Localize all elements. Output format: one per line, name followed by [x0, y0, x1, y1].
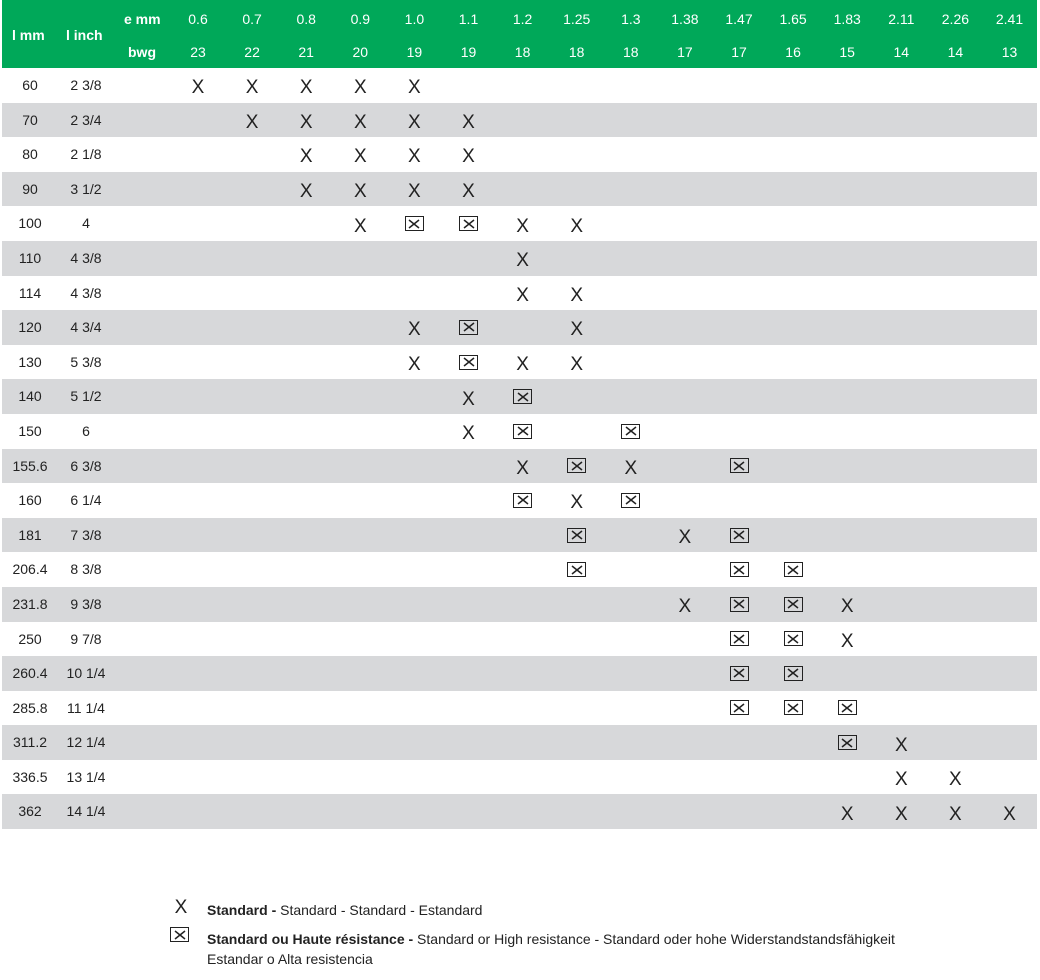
standard-x-icon: X: [408, 354, 421, 376]
standard-x-icon: X: [516, 250, 529, 272]
table-row: [2, 449, 1037, 484]
length-mm: 114: [18, 284, 42, 301]
header-thickness-mm: 1.25: [563, 11, 591, 27]
table-row: [2, 137, 1037, 172]
standard-x-icon: X: [840, 803, 854, 825]
standard-x-icon: X: [678, 596, 692, 618]
length-mm: 70: [22, 111, 38, 128]
legend-high-rest: Standard or High resistance - Standard oder hohe Widerstandstandsfähigkeit: [413, 931, 895, 947]
standard-x-icon: X: [570, 492, 584, 514]
standard-x-icon: X: [840, 596, 854, 618]
standard-x-icon: X: [299, 181, 313, 203]
standard-x-icon: X: [408, 181, 421, 203]
boxed-x-icon: [495, 483, 551, 518]
table-row: [2, 518, 1037, 553]
standard-x-icon: X: [840, 630, 854, 652]
header-thickness-mm: 1.38: [671, 11, 699, 27]
legend-standard-bold: Standard -: [207, 902, 277, 918]
header-thickness-mm: 0.6: [188, 11, 208, 27]
standard-x-icon: X: [299, 77, 313, 99]
boxed-x-icon: [495, 379, 551, 414]
length-inch: 8 3/8: [70, 561, 102, 578]
header-thickness-bwg: 14: [947, 44, 964, 60]
boxed-x-icon: [765, 656, 821, 691]
boxed-x-icon: [765, 587, 821, 622]
table-header: [2, 0, 1037, 68]
length-inch: 2 3/8: [70, 77, 102, 93]
standard-x-icon: X: [462, 181, 475, 203]
boxed-x-icon: [711, 691, 767, 726]
standard-x-icon: X: [570, 354, 584, 376]
boxed-x-icon: [765, 552, 821, 587]
standard-x-icon: X: [894, 803, 908, 825]
boxed-x-icon: [603, 483, 659, 518]
boxed-x-icon: [549, 552, 605, 587]
table-row: [2, 483, 1037, 518]
header-thickness-mm: 0.7: [242, 11, 262, 27]
table-row: [2, 379, 1037, 414]
standard-x-icon: X: [894, 734, 908, 756]
header-thickness-mm: 0.8: [296, 11, 316, 27]
table-row: [2, 310, 1037, 345]
table-row: [2, 172, 1037, 207]
boxed-x-icon: [441, 206, 497, 241]
table-row: [2, 552, 1037, 587]
length-mm: 155.6: [12, 457, 48, 474]
standard-x-icon: X: [570, 284, 584, 306]
boxed-x-icon: [765, 622, 821, 657]
standard-x-icon: X: [408, 77, 421, 99]
header-thickness-bwg: 20: [352, 44, 369, 60]
length-inch: 4 3/8: [70, 249, 102, 266]
header-thickness-mm: 2.11: [888, 11, 915, 27]
length-mm: 231.8: [12, 595, 48, 612]
header-thickness-bwg: 19: [406, 44, 423, 60]
header-thickness-bwg: 16: [785, 44, 801, 60]
standard-x-icon: X: [462, 388, 475, 410]
table-row: [2, 794, 1037, 829]
standard-x-icon: X: [516, 215, 529, 237]
length-inch: 5 3/8: [70, 353, 102, 370]
table-row: [2, 587, 1037, 622]
standard-x-icon: X: [245, 77, 259, 99]
length-mm: 110: [18, 249, 42, 266]
standard-x-icon: X: [299, 111, 313, 133]
header-thickness-mm: 1.65: [779, 11, 807, 27]
boxed-x-icon: [711, 622, 767, 657]
header-thickness-bwg: 23: [190, 44, 206, 60]
standard-x-icon: X: [516, 354, 529, 376]
table-row: [2, 103, 1037, 138]
legend-high-line2: Estandar o Alta resistencia: [207, 951, 373, 967]
length-mm: 206.4: [12, 561, 48, 578]
standard-x-icon: X: [191, 77, 205, 99]
length-inch: 13 1/4: [66, 768, 106, 785]
length-mm: 90: [22, 180, 38, 197]
length-inch: 5 1/2: [70, 388, 102, 405]
header-thickness-mm: 2.26: [941, 11, 970, 27]
header-thickness-mm: 1.1: [458, 11, 479, 27]
length-mm: 160: [18, 492, 42, 509]
length-mm: 140: [18, 388, 42, 405]
length-mm: 100: [18, 215, 42, 232]
header-thickness-mm: 1.47: [725, 11, 753, 27]
standard-x-icon: X: [408, 319, 421, 341]
header-thickness-mm: 2.41: [995, 11, 1024, 27]
header-thickness-bwg: 18: [623, 44, 639, 60]
boxed-x-icon: [495, 414, 551, 449]
length-mm: 336.5: [12, 768, 48, 785]
table-body: [2, 68, 1037, 829]
boxed-x-icon: [711, 656, 767, 691]
length-inch: 6: [82, 422, 90, 439]
header-thickness-bwg: 17: [731, 44, 747, 60]
header-l-mm: l mm: [12, 27, 45, 43]
table-row: [2, 622, 1037, 657]
boxed-x-icon: [711, 552, 767, 587]
length-inch: 4 3/4: [70, 319, 102, 336]
boxed-x-icon: [386, 206, 442, 241]
length-inch: 3 1/2: [70, 180, 102, 197]
table-row: [2, 68, 1037, 103]
header-thickness-bwg: 22: [244, 44, 260, 60]
standard-x-icon: X: [299, 146, 313, 168]
length-inch: 9 3/8: [70, 595, 102, 612]
boxed-x-icon: [603, 414, 659, 449]
length-inch: 10 1/4: [66, 665, 106, 682]
standard-x-icon: X: [570, 319, 584, 341]
boxed-x-icon: [711, 518, 767, 553]
length-inch: 4 3/8: [70, 284, 102, 301]
boxed-x-icon: [819, 691, 875, 726]
legend-high-bold: Standard ou Haute résistance -: [207, 931, 414, 947]
boxed-x-icon: [170, 927, 189, 942]
table-row: [2, 276, 1037, 311]
header-thickness-bwg: 19: [460, 44, 477, 60]
table-row: [2, 241, 1037, 276]
length-mm: 150: [18, 422, 42, 439]
standard-x-icon: X: [462, 423, 475, 445]
length-mm: 285.8: [12, 699, 48, 716]
standard-x-icon: X: [1003, 803, 1016, 825]
length-mm: 80: [22, 146, 38, 163]
header-bwg: bwg: [128, 44, 156, 60]
length-inch: 12 1/4: [66, 734, 106, 751]
length-mm: 181: [18, 526, 42, 543]
table-row: [2, 414, 1037, 449]
header-thickness-mm: 1.3: [621, 11, 641, 27]
length-inch: 9 7/8: [70, 630, 102, 647]
header-thickness-bwg: 17: [677, 44, 693, 60]
boxed-x-icon: [441, 345, 497, 380]
boxed-x-icon: [711, 587, 767, 622]
table-row: [2, 206, 1037, 241]
length-inch: 7 3/8: [70, 526, 102, 543]
standard-x-icon: X: [894, 769, 908, 791]
table-row: [2, 760, 1037, 795]
length-mm: 130: [18, 353, 42, 370]
header-thickness-bwg: 18: [514, 44, 531, 60]
boxed-x-icon: [765, 691, 821, 726]
standard-x-icon: X: [516, 457, 529, 479]
header-thickness-mm: 1.2: [512, 11, 533, 27]
standard-x-icon: X: [949, 803, 962, 825]
gauge-table: [2, 0, 1037, 829]
length-inch: 6 3/8: [70, 457, 102, 474]
header-thickness-bwg: 15: [839, 44, 855, 60]
length-inch: 2 3/4: [70, 111, 102, 128]
header-e-mm: e mm: [124, 11, 161, 27]
header-l-inch: l inch: [66, 27, 103, 43]
header-thickness-mm: 1.83: [833, 11, 861, 27]
standard-x-icon: X: [570, 215, 584, 237]
header-thickness-bwg: 21: [298, 44, 314, 60]
header-thickness-bwg: 13: [1001, 44, 1018, 60]
table-row: [2, 345, 1037, 380]
boxed-x-icon: [819, 725, 875, 760]
boxed-x-icon: [711, 449, 767, 484]
length-inch: 4: [82, 215, 90, 232]
standard-x-icon: X: [353, 181, 367, 203]
length-mm: 311.2: [13, 734, 47, 751]
table-row: [2, 656, 1037, 691]
length-mm: 120: [18, 319, 42, 336]
standard-x-icon: X: [462, 146, 475, 168]
legend-standard-rest: Standard - Standard - Estandard: [276, 902, 483, 918]
length-mm: 362: [18, 803, 42, 820]
length-mm: 60: [22, 77, 38, 93]
length-inch: 14 1/4: [66, 803, 106, 820]
length-inch: 6 1/4: [70, 492, 102, 509]
standard-x-icon: X: [516, 284, 529, 306]
header-thickness-mm: 0.9: [350, 11, 371, 27]
standard-x-icon: X: [678, 527, 692, 549]
standard-x-icon: X: [949, 769, 962, 791]
boxed-x-icon: [441, 310, 497, 345]
standard-x-icon: X: [353, 111, 367, 133]
length-mm: 250: [18, 630, 42, 647]
standard-x-icon: X: [353, 215, 367, 237]
length-inch: 11 1/4: [67, 699, 105, 716]
length-inch: 2 1/8: [70, 146, 102, 163]
boxed-x-icon: [549, 449, 605, 484]
standard-x-icon: X: [245, 111, 259, 133]
standard-x-icon: X: [624, 457, 638, 479]
length-mm: 260.4: [12, 665, 48, 682]
boxed-x-icon: [549, 518, 605, 553]
header-thickness-bwg: 14: [893, 44, 910, 60]
standard-x-icon: X: [408, 111, 421, 133]
standard-x-icon: X: [353, 77, 367, 99]
standard-x-icon: X: [174, 897, 188, 918]
header-thickness-bwg: 18: [568, 44, 585, 60]
table-row: [2, 691, 1037, 726]
standard-x-icon: X: [353, 146, 367, 168]
standard-x-icon: X: [462, 111, 475, 133]
table-row: [2, 725, 1037, 760]
header-thickness-mm: 1.0: [404, 11, 425, 27]
standard-x-icon: X: [408, 146, 421, 168]
